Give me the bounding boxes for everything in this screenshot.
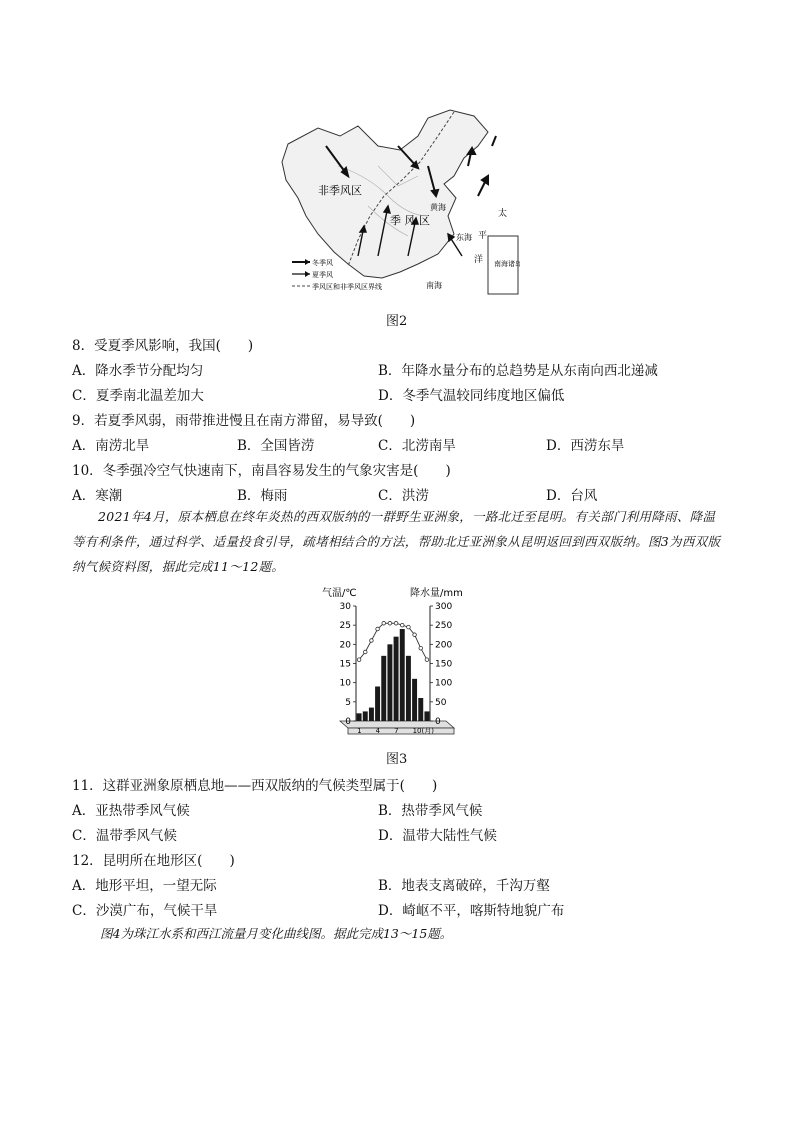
precip-bar [394,637,399,721]
temperature-point [382,621,386,625]
inset-label: 南海诸岛 [494,260,520,268]
q8-option-a[interactable]: A．降水季节分配均匀 [72,363,204,379]
q8-option-d[interactable]: D．冬季气温较同纬度地区偏低 [378,388,565,404]
label-yellow-sea: 黄海 [430,203,446,212]
label-south-sea: 南海 [426,281,442,290]
precip-bar [406,656,411,721]
month-tick-label: 4 [375,727,381,735]
question-8-stem: 8．受夏季风影响，我国( ) [72,338,254,354]
temperature-point [388,621,392,625]
temperature-point [407,625,411,629]
label-pacific-1: 太 [498,209,508,219]
climate-chart-svg [318,584,478,739]
label-pacific-2: 平 [478,231,488,241]
question-11-stem: 11．这群亚洲象原栖息地——西双版纳的气候类型属于( ) [72,778,438,794]
precip-bar [424,711,429,721]
q11-option-c[interactable]: C．温带季风气候 [72,828,177,844]
precip-bar [375,687,380,722]
q10-option-c[interactable]: C．洪涝 [378,488,429,504]
label-monsoon: 季 风 区 [390,214,430,227]
q12-option-b[interactable]: B．地表支离破碎，千沟万壑 [378,878,550,894]
china-map-figure [278,106,520,296]
precip-bar [363,711,368,721]
passage-text: 2021年4月，原本栖息在终年炎热的西双版纳的一群野生亚洲象，一路北迁至昆明。有关部门利用降雨、降温等有利条件，通过科学、适量投食引导，疏堵相结合的方法，帮助北迁亚洲象从昆明返回到西双版纳。图3为西双版纳气候资料图，据此完成11～12题。 [72,509,721,574]
figure-3-caption: 图3 [386,752,408,767]
label-east-sea: 东海 [456,233,472,242]
china-outline [282,110,488,278]
q9-option-c[interactable]: C．北涝南旱 [378,438,456,454]
temperature-point [370,639,374,643]
precip-bar [369,708,374,721]
temp-tick-label: 25 [339,621,351,632]
q10-option-b[interactable]: B．梅雨 [237,488,288,504]
left-axis-title: 气温/℃ [322,588,357,599]
intro-13-15: 图4为珠江水系和西江流量月变化曲线图。据此完成13～15题。 [100,926,453,941]
q8-option-b[interactable]: B．年降水量分布的总趋势是从东南向西北递减 [378,363,658,379]
q11-option-a[interactable]: A．亚热带季风气候 [72,803,190,819]
precip-bar [400,629,405,721]
climate-chart [318,584,478,739]
temperature-point [413,633,417,637]
temperature-point [394,621,398,625]
month-tick-label: 7 [394,727,399,735]
precip-tick-label: 0 [435,717,441,727]
q9-option-b[interactable]: B．全国皆涝 [237,438,315,454]
precip-bar [357,713,362,721]
legend-winter-label: 冬季风 [312,259,333,267]
precip-bar [381,656,386,721]
q10-option-a[interactable]: A．寒潮 [72,488,123,504]
temp-tick-label: 5 [345,697,351,708]
month-tick-label: 10(月) [412,727,434,735]
temperature-point [419,646,423,650]
figure-2-caption: 图2 [386,314,408,329]
right-axis-title: 降水量/mm [410,588,463,599]
question-9-stem: 9．若夏季风弱，雨带推进慢且在南方滞留，易导致( ) [72,413,416,429]
q9-option-a[interactable]: A．南涝北旱 [72,438,150,454]
precip-tick-label: 300 [435,602,453,612]
q8-option-c[interactable]: C．夏季南北温差加大 [72,388,204,404]
temperature-point [400,623,404,627]
temperature-point [363,650,367,654]
temp-tick-label: 20 [339,640,351,651]
question-12-stem: 12．昆明所在地形区( ) [72,853,235,869]
question-10-stem: 10．冬季强冷空气快速南下，南昌容易发生的气象灾害是( ) [72,463,451,479]
legend-summer-label: 夏季风 [312,271,333,279]
label-pacific-3: 洋 [474,255,484,265]
precip-tick-label: 150 [435,659,453,670]
precip-tick-label: 100 [435,678,453,689]
precip-tick-label: 50 [435,697,447,708]
legend-boundary-label: 季风区和非季风区界线 [312,283,382,291]
q12-option-c[interactable]: C．沙漠广布，气候干旱 [72,903,218,919]
temp-tick-label: 30 [339,602,351,612]
month-tick-label: 1 [357,727,362,735]
precip-bar [412,679,417,721]
temp-tick-label: 0 [345,717,351,727]
precip-bar [387,644,392,721]
q10-option-d[interactable]: D．台风 [546,488,598,504]
temperature-point [376,627,380,631]
passage-paragraph [72,504,724,579]
temperature-point [425,658,429,662]
chart-base-front [348,728,454,734]
q11-option-d[interactable]: D．温带大陆性气候 [378,828,497,844]
temp-tick-label: 15 [339,659,351,670]
monsoon-map [278,106,520,296]
precip-tick-label: 200 [435,640,453,651]
q12-option-d[interactable]: D．崎岖不平，喀斯特地貌广布 [378,903,565,919]
temp-tick-label: 10 [339,678,351,689]
precip-bar [418,698,423,721]
temperature-point [357,658,361,662]
q12-option-a[interactable]: A．地形平坦，一望无际 [72,878,217,894]
precip-tick-label: 250 [435,621,453,632]
temperature-line [359,623,427,659]
q11-option-b[interactable]: B．热带季风气候 [378,803,483,819]
label-non-monsoon: 非季风区 [318,184,362,197]
q9-option-d[interactable]: D．西涝东旱 [546,438,625,454]
